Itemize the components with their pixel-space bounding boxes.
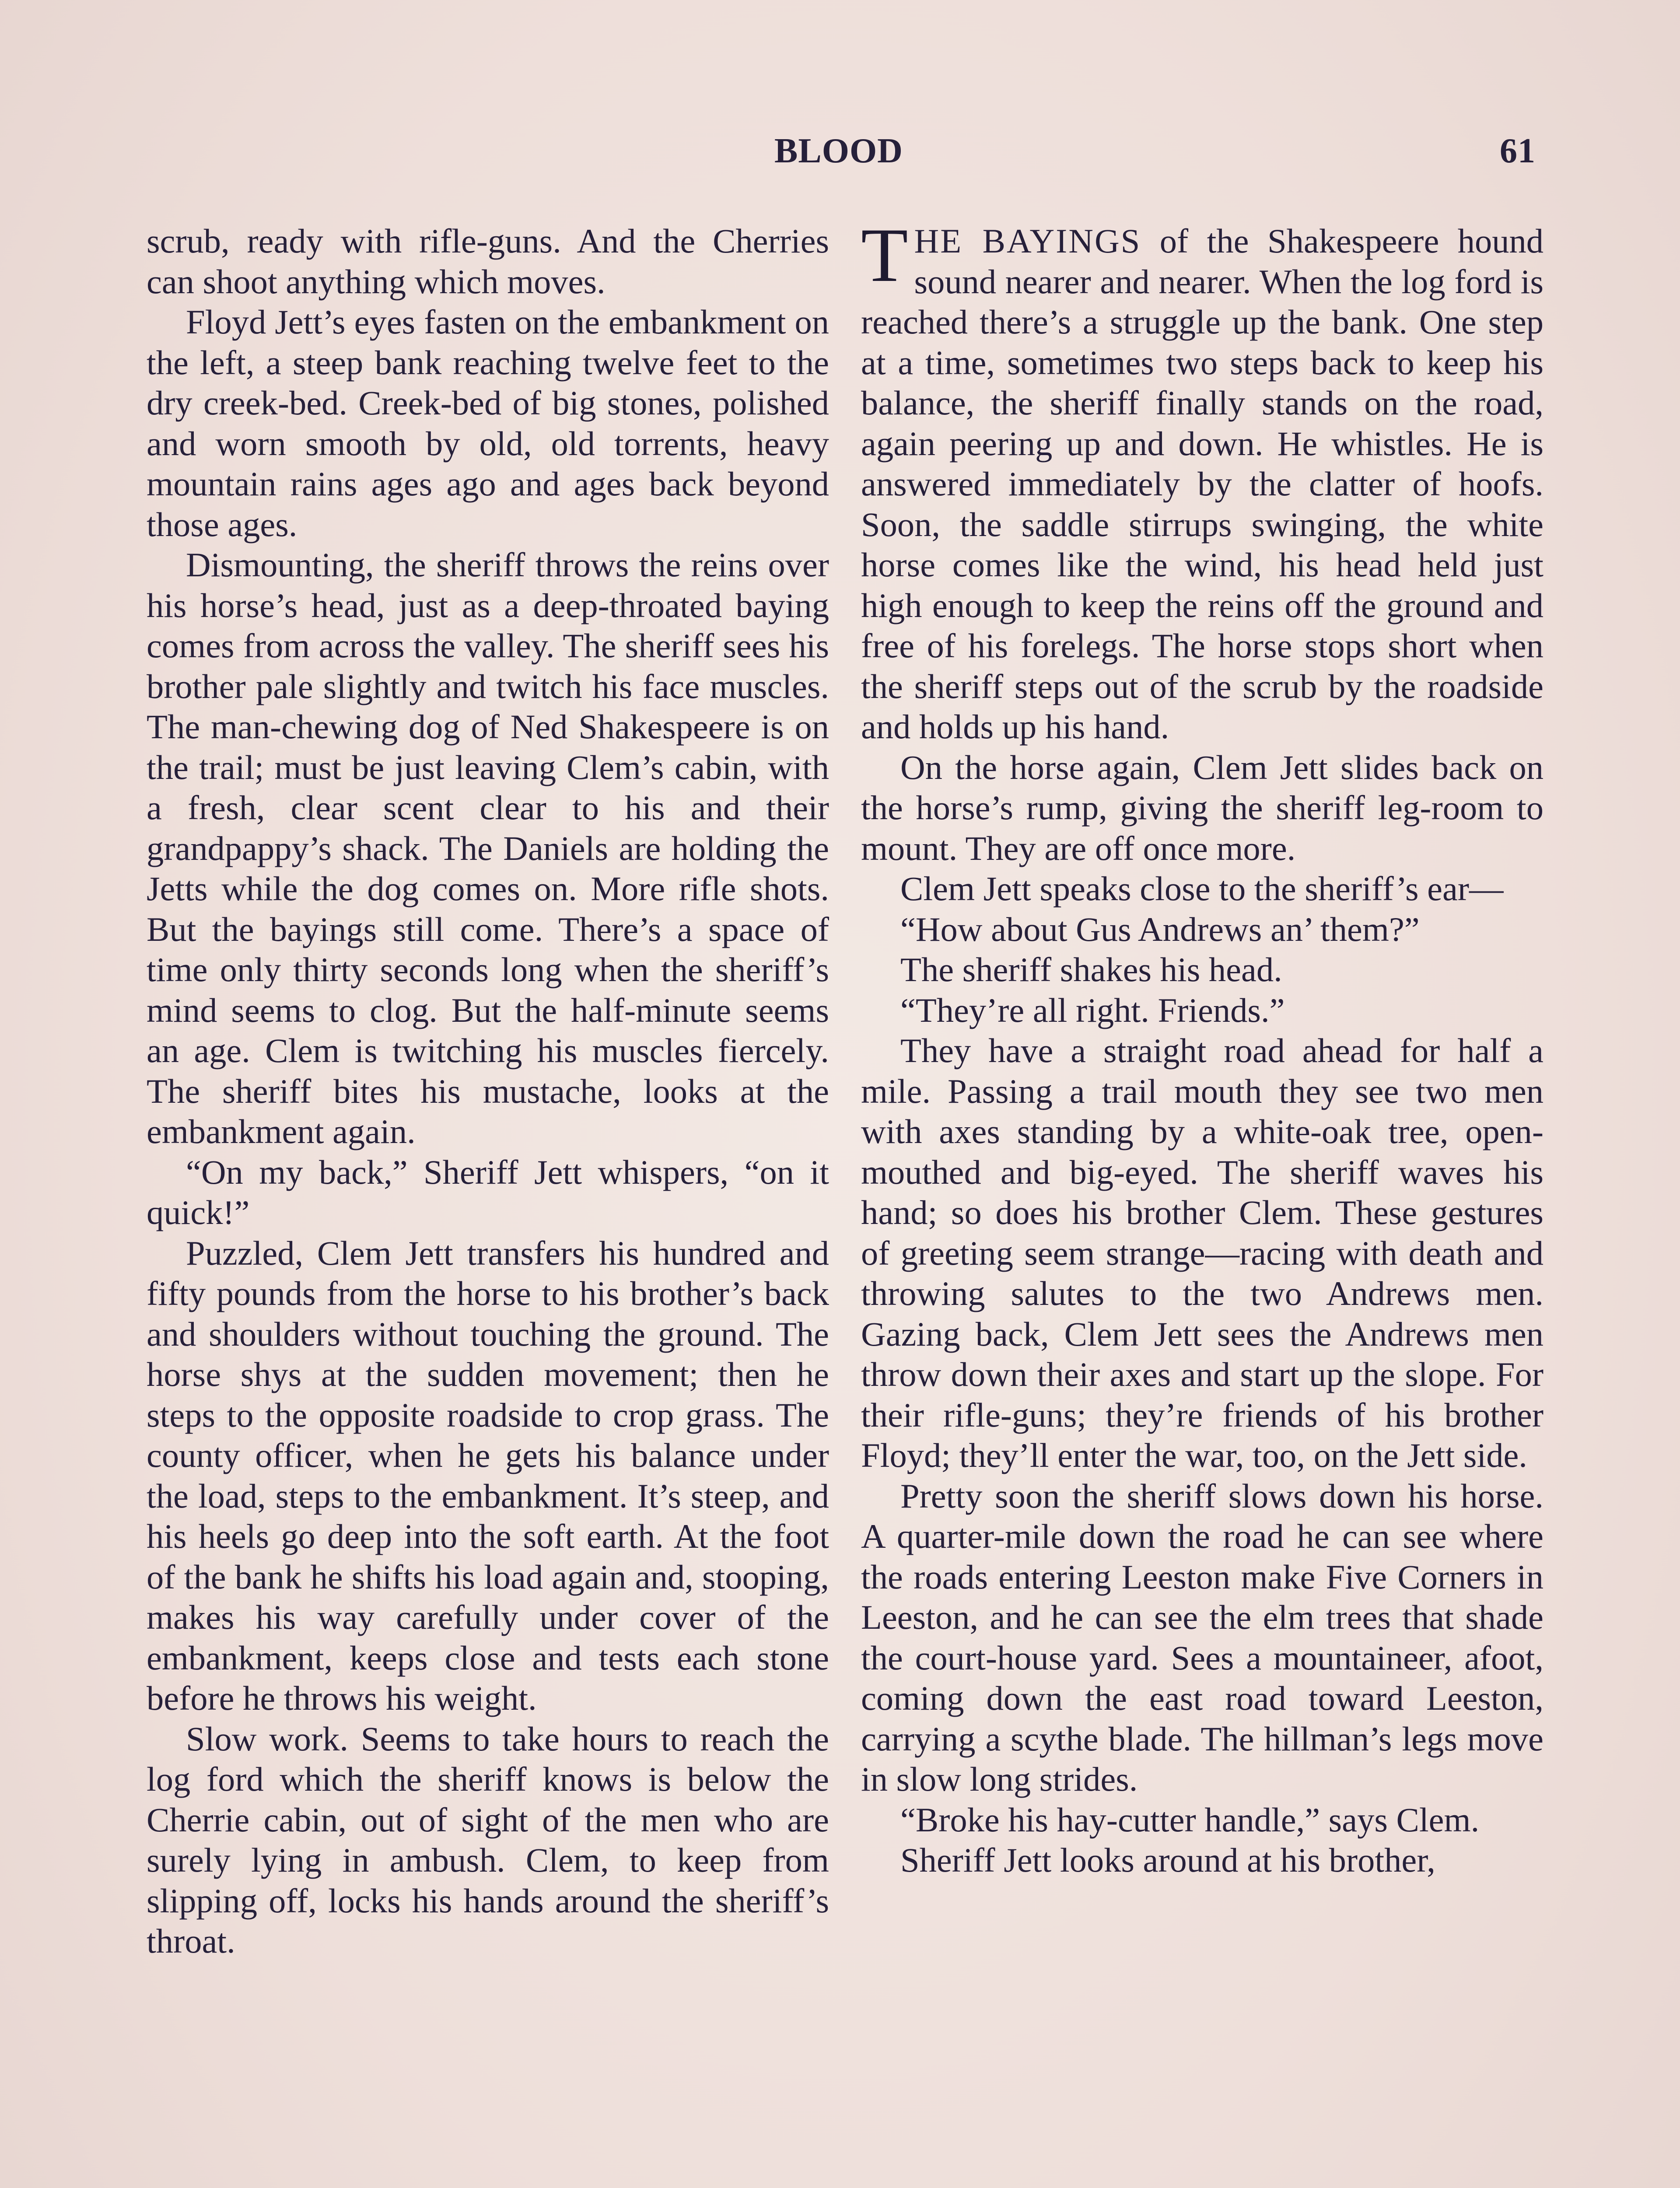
paragraph: “Broke his hay-cutter handle,” says Clem. — [900, 1800, 1480, 1839]
paragraph: “They’re all right. Friends.” — [900, 991, 1285, 1029]
running-title: BLOOD — [774, 132, 903, 170]
lead-in-caps: HE BAYINGS — [914, 222, 1141, 260]
page-header — [774, 131, 1536, 179]
paragraph: scrub, ready with rifle-guns. And the Cherries can shoot anything which moves. — [147, 222, 829, 301]
paragraph: Slow work. Seems to take hours to reach the log ford which the sheriff knows is below the Cherrie cabin, out of sight of the men who are surely lying in ambush. Clem, to keep from slipping off, locks his hands around the sheriff’s throat. — [147, 1719, 829, 1960]
paragraph: The sheriff shakes his head. — [900, 950, 1282, 989]
right-column — [861, 213, 1544, 1881]
paragraph: Pretty soon the sheriff slows down his horse. A quarter-mile down the road he can see where the roads entering Leeston make Five Corners in Leeston, and he can see the elm trees that shade the court-house yard. Sees a mountaineer, afoot, coming down the east road toward Leeston, carrying a scythe blade. The hillman’s legs move in slow long strides. — [861, 1476, 1544, 1798]
drop-cap: T — [861, 213, 908, 298]
section-opening-paragraph — [861, 213, 1544, 747]
paragraph: Clem Jett speaks close to the sheriff’s ear— — [900, 870, 1504, 908]
paragraph: Dismounting, the sheriff throws the reins over his horse’s head, just as a deep-throated baying comes from across the valley. The sheriff sees his brother pale slightly and twitch his face muscles. The man-chewing dog of Ned Shakespeere is on the trail; must be just leaving Clem’s cabin, with a fresh, clear scent clear to his and their grandpappy’s shack. The Daniels are holding the Jetts while the dog comes on. More rifle shots. But the bayings still come. There’s a space of time only thirty seconds long when the sheriff’s mind seems to clog. But the half-minute seems an age. Clem is twitching his muscles fiercely. The sheriff bites his mustache, looks at the embankment again. — [147, 546, 829, 1150]
paragraph: Puzzled, Clem Jett transfers his hundred and fifty pounds from the horse to his brother’s back and shoulders without touching the ground. The horse shys at the sudden movement; then he steps to the opposite roadside to crop grass. The county officer, when he gets his balance under the load, steps to the embankment. It’s steep, and his heels go deep into the soft earth. At the foot of the bank he shifts his load again and, stooping, makes his way carefully under cover of the embankment, keeps close and tests each stone before he throws his weight. — [147, 1234, 829, 1717]
paragraph: “On my back,” Sheriff Jett whispers, “on it quick!” — [147, 1153, 829, 1231]
paragraph: Sheriff Jett looks around at his brother, — [900, 1841, 1435, 1879]
left-column — [147, 221, 829, 1962]
paragraph: “How about Gus Andrews an’ them?” — [900, 910, 1420, 948]
page-number: 61 — [1500, 132, 1536, 170]
paragraph: They have a straight road ahead for half a mile. Passing a trail mouth they see two men with axes standing by a white-oak tree, open-mouthed and big-eyed. The sheriff waves his hand; so does his brother Clem. These gestures of greeting seem strange—racing with death and throwing salutes to the two Andrews men. Gazing back, Clem Jett sees the Andrews men throw down their axes and start up the slope. For their rifle-guns; they’re friends of his brother Floyd; they’ll enter the war, too, on the Jett side. — [861, 1031, 1544, 1474]
paragraph: On the horse again, Clem Jett slides back on the horse’s rump, giving the sheriff leg-room to mount. They are off once more. — [861, 748, 1544, 867]
lead-in-text: of the Shakespeere hound sound nearer and nearer. When the log ford is reached there’s a struggle up the bank. One step at a time, sometimes two steps back to keep his balance, the sheriff finally stands on the road, again peering up and down. He whistles. He is answered immediately by the clatter of hoofs. Soon, the saddle stirrups swinging, the white horse comes like the wind, his head held just high enough to keep the reins off the ground and free of his forelegs. The horse stops short when the sheriff steps out of the scrub by the roadside and holds up his hand. — [861, 222, 1544, 746]
paragraph: Floyd Jett’s eyes fasten on the embankment on the left, a steep bank reaching twelve feet to the dry creek-bed. Creek-bed of big stones, polished and worn smooth by old, old torrents, heavy mountain rains ages ago and ages back beyond those ages. — [147, 303, 829, 543]
